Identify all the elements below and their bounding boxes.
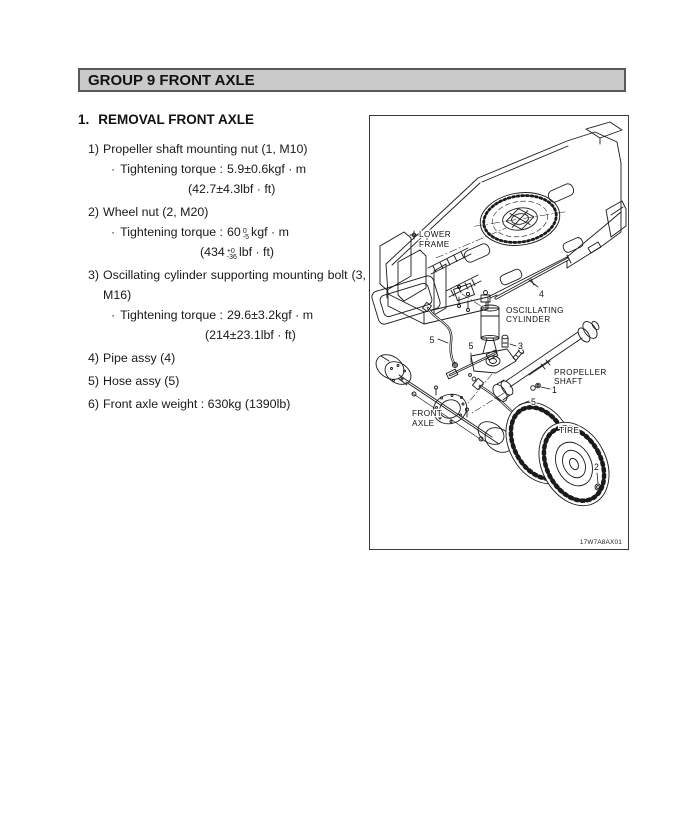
item-text: Pipe assy (4)	[103, 351, 176, 365]
item-text: Wheel nut (2, M20)	[103, 205, 209, 219]
label-lower-frame-line1: LOWER	[419, 230, 452, 239]
list-item	[88, 348, 366, 368]
group-header-bar	[78, 68, 626, 92]
label-tire: TIRE	[559, 426, 580, 435]
item-number: 6)	[88, 397, 100, 411]
callout-5: 5	[531, 397, 536, 407]
torque-metric: 5.9±0.6kgf · m	[227, 162, 307, 176]
list-item	[88, 202, 366, 262]
section-heading	[78, 112, 254, 127]
label-oscillating-cylinder-line1: OSCILLATING	[506, 306, 564, 315]
removal-steps-list	[88, 139, 366, 417]
pipe-clamp-bracket	[453, 283, 474, 311]
callout-1: 1	[552, 385, 557, 395]
tolerance-lower: -5	[242, 234, 250, 241]
tolerance-lower: -36	[226, 254, 237, 261]
callout-5: 5	[429, 335, 435, 345]
callout-3: 3	[518, 341, 523, 351]
pipe-assy-drawing	[496, 255, 571, 298]
label-propeller-shaft-line1: PROPELLER	[554, 368, 607, 377]
item-number: 2)	[88, 205, 100, 219]
item-number: 3)	[88, 268, 100, 282]
torque-imperial: (42.7±4.3lbf · ft)	[188, 182, 276, 196]
label-lower-frame-line2: FRAME	[419, 240, 450, 249]
item-number: 5)	[88, 374, 100, 388]
torque-label: Tightening torque :	[120, 162, 224, 176]
torque-metric-value: 60	[227, 225, 241, 239]
front-axle-exploded-drawing	[370, 116, 628, 549]
propeller-shaft-drawing	[490, 319, 600, 404]
label-front-axle-line2: AXLE	[412, 419, 435, 428]
ring-gear	[470, 186, 569, 252]
label-oscillating-cylinder-line2: CYLINDER	[506, 315, 551, 324]
list-item	[88, 265, 366, 345]
section-number: 1.	[78, 112, 90, 127]
tolerance-upper: +0	[226, 247, 235, 255]
item-number: 4)	[88, 351, 100, 365]
callout-2: 2	[594, 462, 599, 472]
callout-4: 4	[539, 289, 544, 299]
tire-drawing	[492, 390, 622, 517]
figure-code: 17W7A8AX01	[579, 539, 622, 546]
section-title: REMOVAL FRONT AXLE	[98, 112, 255, 127]
torque-line	[111, 305, 366, 325]
tolerance-stack	[227, 249, 237, 262]
torque-imperial: (214±23.1lbf · ft)	[205, 328, 296, 342]
torque-imperial-value: (434	[200, 245, 225, 259]
torque-label: Tightening torque :	[120, 308, 224, 322]
tolerance-stack	[243, 229, 249, 242]
torque-line	[111, 159, 366, 179]
group-header-title: GROUP 9 FRONT AXLE	[88, 71, 255, 89]
torque-imperial-unit: lbf · ft)	[238, 245, 275, 259]
list-item	[88, 371, 366, 391]
figure-front-axle-diagram	[369, 115, 629, 550]
list-item	[88, 394, 366, 414]
item-text: Front axle weight : 630kg (1390lb)	[103, 397, 291, 411]
assembly-center-lines	[436, 228, 506, 413]
item-number: 1)	[88, 142, 100, 156]
label-propeller-shaft-line2: SHAFT	[554, 377, 583, 386]
item-text: Hose assy (5)	[103, 374, 180, 388]
item-text: Oscillating cylinder supporting mounting bolt (3, M16)	[103, 268, 366, 302]
bullet: ·	[111, 225, 116, 239]
label-front-axle-line1: FRONT	[412, 409, 443, 418]
torque-metric: 29.6±3.2kgf · m	[227, 308, 314, 322]
bullet: ·	[111, 162, 116, 176]
callout-5: 5	[468, 341, 474, 351]
torque-line	[111, 222, 366, 242]
torque-metric-unit: kgf · m	[251, 225, 289, 239]
tolerance-upper: 0	[242, 227, 247, 235]
item-text: Propeller shaft mounting nut (1, M10)	[103, 142, 308, 156]
bullet: ·	[111, 308, 116, 322]
torque-label: Tightening torque :	[120, 225, 224, 239]
list-item	[88, 139, 366, 199]
torque-imperial	[200, 242, 366, 262]
